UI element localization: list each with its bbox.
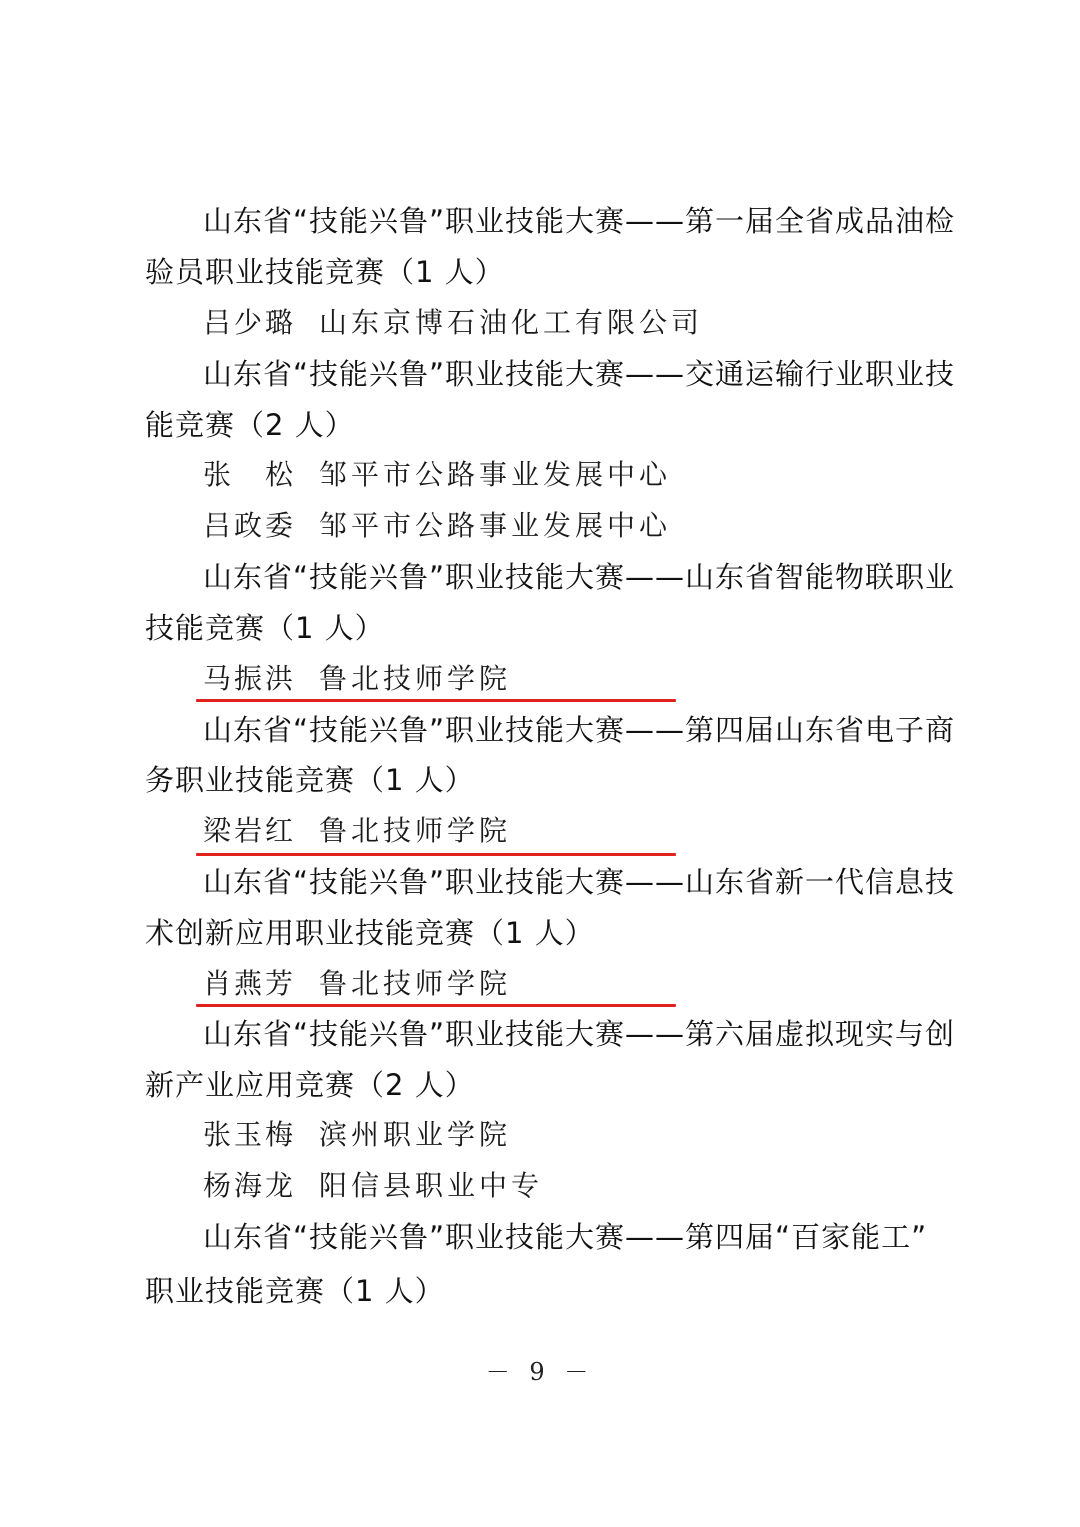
person-name: 吕政委 — [203, 509, 297, 542]
red-underline — [196, 853, 676, 856]
section-title-line: 职业技能竞赛（1 人） — [145, 1274, 445, 1308]
organization-name: 邹平市公路事业发展中心 — [319, 458, 672, 491]
section-title-line: 山东省“技能兴鲁”职业技能大赛——第四届山东省电子商 — [203, 713, 956, 747]
organization-name: 鲁北技师学院 — [319, 662, 512, 695]
section-title-line: 新产业应用竞赛（2 人） — [145, 1068, 475, 1102]
award-entry — [203, 506, 671, 546]
section-title-line: 技能竞赛（1 人） — [145, 611, 385, 645]
section-title-line: 山东省“技能兴鲁”职业技能大赛——第六届虚拟现实与创 — [203, 1017, 956, 1051]
award-entry-highlighted — [203, 659, 511, 699]
page-number: － 9 － — [485, 1358, 595, 1386]
award-entry — [203, 1166, 543, 1206]
award-entry — [203, 1115, 511, 1155]
award-entry — [203, 455, 671, 495]
person-name: 张 松 — [203, 458, 297, 491]
section-title-line: 山东省“技能兴鲁”职业技能大赛——山东省新一代信息技 — [203, 865, 956, 899]
award-entry — [203, 303, 703, 343]
section-title-line: 山东省“技能兴鲁”职业技能大赛——第一届全省成品油检 — [203, 204, 956, 238]
section-title-line: 验员职业技能竞赛（1 人） — [145, 255, 505, 289]
organization-name: 鲁北技师学院 — [319, 814, 512, 847]
person-name: 杨海龙 — [203, 1169, 297, 1202]
organization-name: 滨州职业学院 — [319, 1118, 512, 1151]
person-name: 张玉梅 — [203, 1118, 297, 1151]
section-title-line: 务职业技能竞赛（1 人） — [145, 763, 475, 797]
person-name: 吕少璐 — [203, 306, 297, 339]
section-title-line: 能竞赛（2 人） — [145, 408, 355, 442]
person-name: 肖燕芳 — [203, 967, 297, 1000]
section-title-line: 山东省“技能兴鲁”职业技能大赛——第四届“百家能工” — [203, 1220, 928, 1254]
person-name: 梁岩红 — [203, 814, 297, 847]
red-underline — [196, 699, 676, 702]
section-title-line: 山东省“技能兴鲁”职业技能大赛——交通运输行业职业技 — [203, 357, 956, 391]
organization-name: 鲁北技师学院 — [319, 967, 512, 1000]
organization-name: 阳信县职业中专 — [319, 1169, 544, 1202]
red-underline — [196, 1004, 676, 1007]
section-title-line: 山东省“技能兴鲁”职业技能大赛——山东省智能物联职业 — [203, 560, 956, 594]
organization-name: 山东京博石油化工有限公司 — [319, 306, 704, 339]
person-name: 马振洪 — [203, 662, 297, 695]
award-entry-highlighted — [203, 964, 511, 1004]
section-title-line: 术创新应用职业技能竞赛（1 人） — [145, 916, 595, 950]
award-entry-highlighted — [203, 811, 511, 851]
organization-name: 邹平市公路事业发展中心 — [319, 509, 672, 542]
